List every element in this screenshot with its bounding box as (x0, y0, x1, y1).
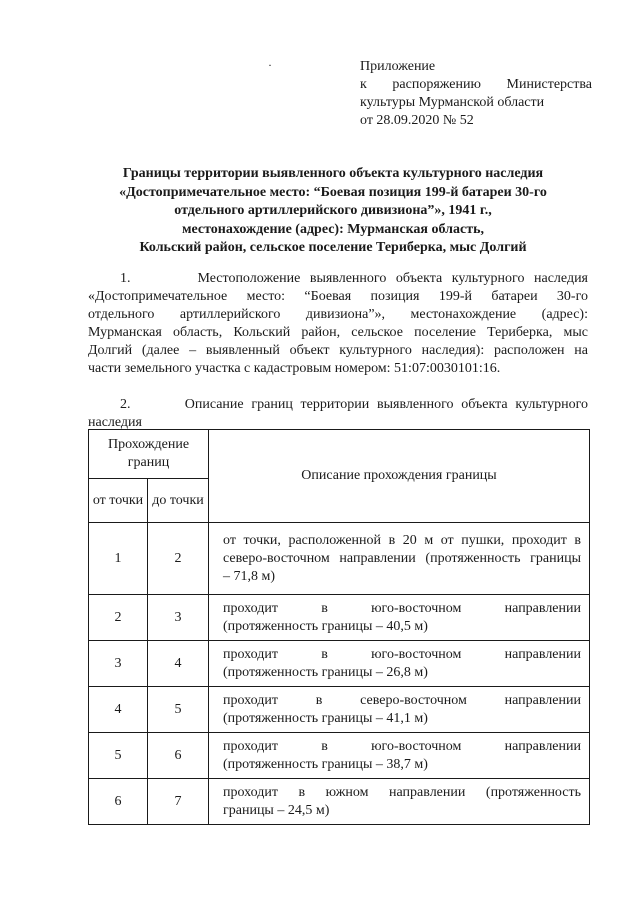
desc-line: северо-восточном направлении (протяженность границы (223, 550, 581, 566)
table-row (89, 779, 590, 825)
cell-from: 1 (89, 523, 148, 595)
table-row (89, 641, 590, 687)
document-title (88, 165, 578, 258)
paragraph-line: части земельного участка с кадастровым номером: 51:07:0030101:16. (88, 361, 501, 376)
table-row (89, 733, 590, 779)
cell-from: 4 (89, 687, 148, 733)
cell-from: 5 (89, 733, 148, 779)
cell-to: 2 (148, 523, 209, 595)
header-to: до точки (148, 479, 209, 523)
scan-speck: · (268, 58, 272, 72)
cell-description (209, 595, 590, 641)
paragraph-text: Описание границ территории выявленного объекта культурного (184, 397, 588, 412)
appendix-line: от 28.09.2020 № 52 (360, 113, 474, 128)
paragraph-line (88, 270, 588, 288)
cell-description (209, 779, 590, 825)
desc-line: (протяженность границы – 26,8 м) (223, 664, 428, 680)
paragraph-line: наследия (88, 415, 142, 430)
title-line: «Достопримечательное место: “Боевая позиция 199-й батареи 30-го (119, 184, 547, 200)
cell-to: 5 (148, 687, 209, 733)
desc-line: проходит в юго-восточном направлении (223, 738, 581, 754)
desc-line: (протяженность границы – 41,1 м) (223, 710, 428, 726)
section-1-paragraph (88, 270, 588, 378)
cell-description (209, 733, 590, 779)
desc-line: (протяженность границы – 40,5 м) (223, 618, 428, 634)
boundaries-table (88, 429, 590, 825)
section-number: 1. (120, 271, 131, 286)
desc-line: проходит в северо-восточном направлении (223, 692, 581, 708)
section-number: 2. (120, 397, 131, 412)
header-from: от точки (89, 479, 148, 523)
desc-line: – 71,8 м) (223, 568, 276, 584)
desc-line: (протяженность границы – 38,7 м) (223, 756, 428, 772)
paragraph-line (88, 396, 588, 414)
header-passage: Прохождение границ (89, 430, 209, 479)
desc-line: проходит в юго-восточном направлении (223, 646, 581, 662)
section-2-paragraph (88, 396, 588, 432)
title-line: Границы территории выявленного объекта культурного наследия (122, 166, 544, 181)
appendix-header (360, 58, 592, 130)
cell-to: 3 (148, 595, 209, 641)
paragraph-line: Долгий (далее – выявленный объект культурного наследия): расположен на (88, 343, 588, 358)
desc-line: проходит в юго-восточном направлении (223, 600, 581, 616)
title-line: отдельного артиллерийского дивизиона”», 1941 г., (174, 203, 492, 218)
cell-description (209, 687, 590, 733)
paragraph-text: Местоположение выявленного объекта культурного наследия (197, 271, 588, 286)
table-row (89, 523, 590, 595)
appendix-line: к распоряжению Министерства (360, 77, 592, 92)
paragraph-line: «Достопримечательное место: “Боевая позиция 199-й батареи 30-го (88, 289, 588, 304)
cell-description (209, 523, 590, 595)
cell-from: 2 (89, 595, 148, 641)
table-row (89, 687, 590, 733)
cell-to: 7 (148, 779, 209, 825)
paragraph-line: отдельного артиллерийского дивизиона”», местонахождение (адрес): (88, 307, 588, 322)
cell-to: 4 (148, 641, 209, 687)
paragraph-line: Мурманская область, Кольский район, сельское поселение Териберка, мыс (88, 325, 588, 340)
cell-to: 6 (148, 733, 209, 779)
cell-from: 6 (89, 779, 148, 825)
title-line: местонахождение (адрес): Мурманская область, (181, 221, 484, 237)
cell-description (209, 641, 590, 687)
title-line: Кольский район, сельское поселение Териберка, мыс Долгий (139, 240, 527, 255)
desc-line: границы – 24,5 м) (223, 802, 330, 818)
table-row (89, 595, 590, 641)
header-description: Описание прохождения границы (209, 430, 590, 523)
desc-line: проходит в южном направлении (протяженность (223, 784, 581, 800)
appendix-line: Приложение (360, 59, 436, 74)
desc-line: от точки, расположенной в 20 м от пушки, проходит в (223, 532, 581, 548)
cell-from: 3 (89, 641, 148, 687)
appendix-line: культуры Мурманской области (360, 95, 545, 110)
